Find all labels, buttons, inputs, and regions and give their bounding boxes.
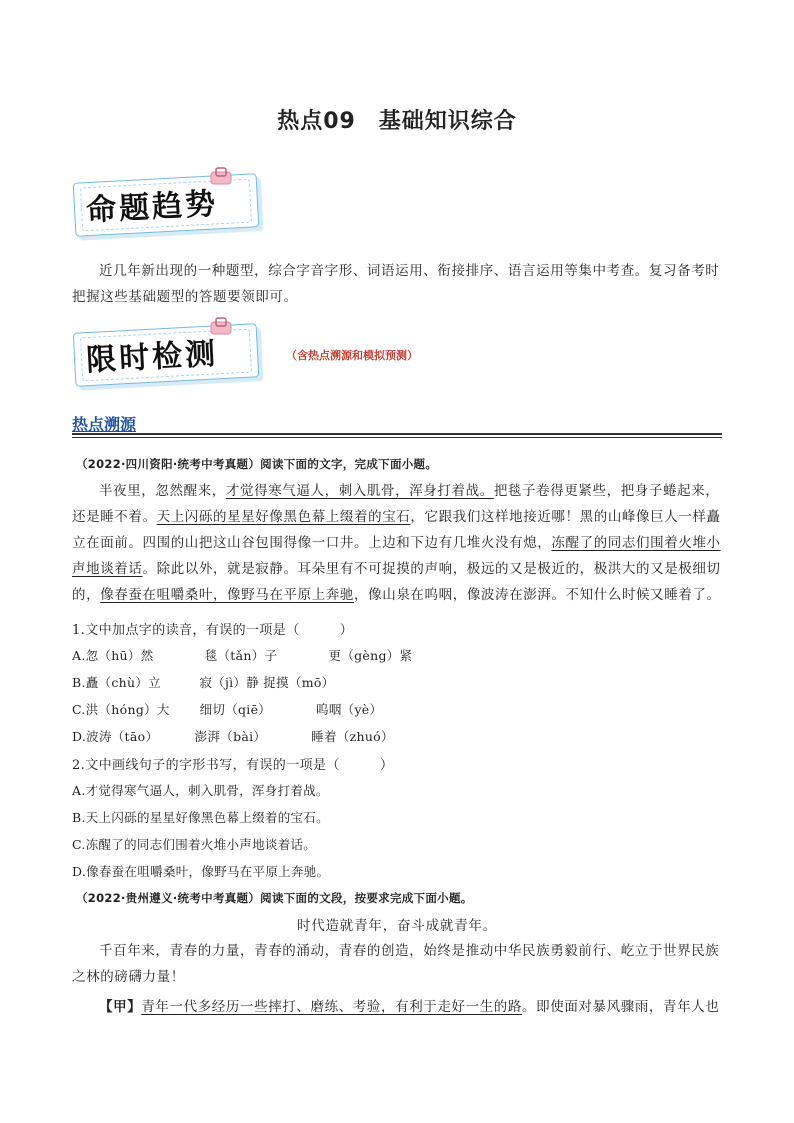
passage-paragraph: 千百年来，青春的力量，青春的涌动，青春的创造，始终是推动中华民族勇毅前行、屹立于世界民族之林的磅礴力量！ xyxy=(72,943,720,985)
passage-text: ，它跟我们这样地接近哪！黑的山峰像巨人一样矗立在面前。四围的山把这山谷包围得像一口井。上边和下边有几堆火没有熄， xyxy=(72,509,721,551)
underlined-sentence: 像春蚕在咀嚼桑叶，像野马在平原上奔驰 xyxy=(100,587,355,603)
underlined-sentence: 天上闪砾的星星好像黑色幕上缀着的宝石 xyxy=(156,509,411,525)
passage-text: 半夜里，忽然醒来， xyxy=(99,483,226,499)
divider xyxy=(72,433,722,435)
reading-passage xyxy=(72,478,722,608)
question-source: （2022·四川资阳·统考中考真题）阅读下面的文字，完成下面小题。 xyxy=(76,457,438,471)
option: D.波涛（tāo） 澎湃（bài） 睡着（zhuó） xyxy=(72,729,394,744)
underlined-sentence: 青年一代多经历一些摔打、磨练、考验，有利于走好一生的路 xyxy=(141,999,523,1015)
option: C.洪（hóng）大 细切（qiē） 呜咽（yè） xyxy=(72,702,383,717)
intro-paragraph: 近几年新出现的一种题型，综合字音字形、词语运用、衔接排序、语言运用等集中考查。复习备考时把握这些基础题型的答题要领即可。 xyxy=(72,263,720,305)
page-title: 热点09 基础知识综合 xyxy=(277,109,517,134)
question-1: 1.文中加点字的读音，有误的一项是（ ） xyxy=(72,623,354,638)
option: A.才觉得寒气逼人，刺入肌骨，浑身打着战。 xyxy=(72,783,329,798)
banner-test-note: （含热点溯源和模拟预测） xyxy=(286,349,418,362)
passage-text: 。除此以外，就是寂静。耳朵里有不可捉摸的声响，极远的又是极近的，极洪大的又是极细切的， xyxy=(72,561,721,603)
banner-test-text: 限时检测 xyxy=(85,336,220,379)
section-heading: 热点溯源 xyxy=(72,415,137,434)
option: C.冻醒了的同志们围着火堆小声地谈着话。 xyxy=(72,837,317,852)
underlined-sentence: 冻醒了的同志们围着火堆小声地谈着话 xyxy=(72,535,721,577)
paperclip-icon xyxy=(208,166,234,188)
option: D.像春蚕在咀嚼桑叶，像野马在平原上奔驰。 xyxy=(72,864,330,879)
question-2: 2.文中画线句子的字形书写，有误的一项是（ ） xyxy=(72,758,394,773)
banner-test xyxy=(74,322,262,384)
paperclip-icon xyxy=(208,316,234,338)
banner-trend xyxy=(74,172,262,234)
passage-text: 把毯子卷得更紧些，把身子蜷起来，还是睡不着。 xyxy=(72,483,720,525)
passage-text: ，像山泉在呜咽，像波涛在澎湃。不知什么时候又睡着了。 xyxy=(354,587,721,603)
question-source: （2022·贵州遵义·统考中考真题）阅读下面的文段，按要求完成下面小题。 xyxy=(76,891,473,905)
passage-heading: 时代造就青年，奋斗成就青年。 xyxy=(296,918,498,934)
option: B.矗（chù）立 寂（jì）静 捉摸（mō） xyxy=(72,675,335,690)
option: B.天上闪砾的星星好像黑色幕上缀着的宝石。 xyxy=(72,810,329,825)
banner-trend-text: 命题趋势 xyxy=(85,186,220,229)
passage-paragraph-jia xyxy=(72,994,722,1020)
option: A.忽（hū）然 毯（tǎn）子 更（gèng）紧 xyxy=(72,648,413,663)
divider xyxy=(72,437,722,438)
jia-label: 【甲】 xyxy=(99,999,142,1015)
underlined-sentence: 才觉得寒气逼人，刺入肌骨，浑身打着战。 xyxy=(225,483,494,499)
passage-text: 。即使面对暴风骤雨，青年人也 xyxy=(522,999,720,1015)
